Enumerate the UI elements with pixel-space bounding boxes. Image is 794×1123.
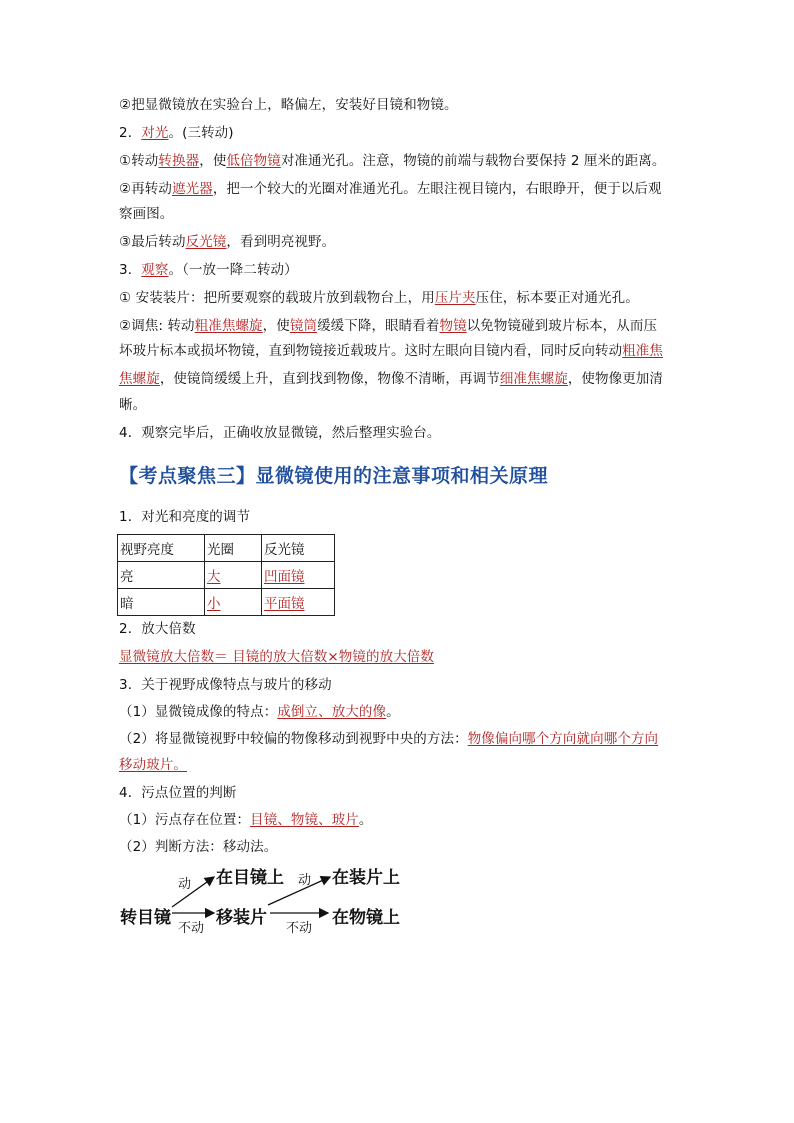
topic-3-title: 3．关于视野成像特点与玻片的移动 (119, 677, 332, 693)
step-2-2: ②再转动遮光器，把一个较大的光圈对准通光孔。左眼注视目镜内，右眼睁开，便于以后观 (119, 181, 662, 197)
table-row (118, 589, 335, 616)
table-cell: 凹面镜 (262, 562, 335, 589)
label-moved-2: 动 (298, 873, 312, 888)
step-3-2-cont2: 焦螺旋，使镜筒缓缓上升，直到找到物像，物像不清晰，再调节细准焦螺旋，使物像更加清 (119, 371, 664, 387)
node-move-slide: 移装片 (216, 908, 267, 928)
section-heading: 【考点聚焦三】显微镜使用的注意事项和相关原理 (119, 465, 549, 487)
step-3-title: 3．观察。（一放一降二转动） (119, 262, 298, 278)
step-1-2: ②把显微镜放在实验台上，略偏左，安装好目镜和物镜。 (119, 97, 458, 113)
table-cell: 大 (205, 562, 262, 589)
topic-4-1: （1）污点存在位置：目镜、物镜、玻片。 (119, 812, 373, 828)
step-2-3: ③最后转动反光镜，看到明亮视野。 (119, 234, 336, 250)
step-3-2-cont3: 晰。 (119, 397, 147, 413)
brightness-table (117, 534, 335, 616)
table-cell: 平面镜 (262, 589, 335, 616)
step-4: 4．观察完毕后，正确收放显微镜，然后整理实验台。 (119, 425, 441, 441)
step-3-2-cont1: 坏玻片标本或损坏物镜，直到物镜接近载玻片。这时左眼向目镜内看，同时反向转动粗准焦 (119, 343, 664, 359)
label-still-2: 不动 (286, 921, 313, 936)
table-header-cell: 光圈 (205, 535, 262, 562)
step-2-2-cont: 察画图。 (119, 206, 174, 222)
node-rotate-eyepiece: 转目镜 (120, 908, 171, 928)
table-cell: 小 (205, 589, 262, 616)
topic-3-2-cont: 移动玻片。 (119, 757, 187, 773)
step-3-2: ②调焦: 转动粗准焦螺旋，使镜筒缓缓下降，眼睛看着物镜以免物镜碰到玻片标本，从而压 (119, 318, 658, 334)
step-3-1: ① 安装装片：把所要观察的载玻片放到载物台上，用压片夹压住，标本要正对通光孔。 (119, 290, 639, 306)
stain-flow-diagram (110, 855, 430, 935)
node-on-slide: 在装片上 (332, 868, 400, 888)
table-header-cell: 视野亮度 (118, 535, 205, 562)
step-2-title: 2．对光。(三转动) (119, 125, 234, 141)
magnification-formula: 显微镜放大倍数＝ 目镜的放大倍数×物镜的放大倍数 (119, 649, 435, 665)
label-still-1: 不动 (178, 921, 205, 936)
table-row (118, 562, 335, 589)
label-moved-1: 动 (178, 877, 192, 892)
table-cell: 亮 (118, 562, 205, 589)
step-2-1: ①转动转换器，使低倍物镜对准通光孔。注意，物镜的前端与载物台要保持 2 厘米的距离。 (119, 153, 666, 169)
table-header-row (118, 535, 335, 562)
table-cell: 暗 (118, 589, 205, 616)
topic-4-title: 4．污点位置的判断 (119, 785, 237, 801)
topic-2-title: 2．放大倍数 (119, 621, 196, 637)
topic-3-1: （1）显微镜成像的特点：成倒立、放大的像。 (119, 704, 400, 720)
topic-3-2: （2）将显微镜视野中较偏的物像移动到视野中央的方法：物像偏向哪个方向就向哪个方向 (119, 731, 659, 747)
topic-1-title: 1．对光和亮度的调节 (119, 509, 251, 525)
topic-4-2: （2）判断方法：移动法。 (119, 839, 278, 855)
node-on-objective: 在物镜上 (332, 908, 400, 928)
table-header-cell: 反光镜 (262, 535, 335, 562)
node-on-eyepiece: 在目镜上 (216, 868, 284, 888)
